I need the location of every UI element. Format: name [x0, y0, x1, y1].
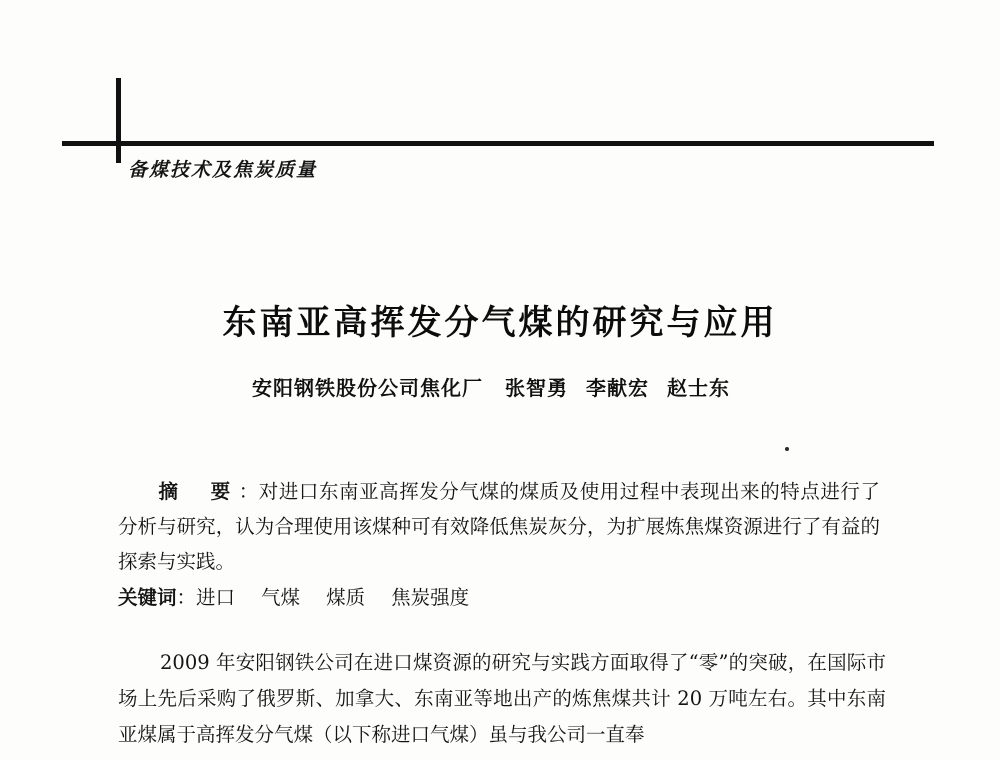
abstract-section — [118, 474, 880, 579]
body-paragraph-1: 2009 年安阳钢铁公司在进口煤资源的研究与实践方面取得了“零”的突破，在国际市场上先后采购了俄罗斯、加拿大、东南亚等地出产的炼焦煤共计 20 万吨左右。其中东南亚煤属于高挥发分气煤（以下称进口气煤）虽与我公司一直奉 — [118, 651, 886, 746]
byline-author-1: 张智勇 — [505, 376, 568, 400]
byline-author-2: 李献宏 — [586, 376, 649, 400]
running-head: 备煤技术及焦炭质量 — [128, 159, 318, 181]
abstract-text: 对进口东南亚高挥发分气煤的煤质及使用过程中表现出来的特点进行了分析与研究，认为合理使用该煤种可有效降低焦炭灰分，为扩展炼焦煤资源进行了有益的探索与实践。 — [118, 480, 880, 573]
keyword-3: 煤质 — [326, 586, 366, 609]
page-title: 东南亚高挥发分气煤的研究与应用 — [222, 302, 778, 343]
abstract-separator: ： — [238, 480, 259, 503]
body-text — [118, 645, 886, 753]
keyword-4: 焦炭强度 — [391, 586, 470, 609]
byline — [0, 372, 1000, 401]
keywords-section — [118, 580, 880, 615]
abstract-label: 摘 要 — [158, 480, 237, 503]
keyword-2: 气煤 — [261, 586, 301, 609]
keywords-label: 关键词 — [118, 586, 177, 609]
keywords-separator: ： — [176, 586, 197, 609]
keyword-1: 进口 — [196, 586, 236, 609]
byline-author-3: 赵士东 — [667, 376, 730, 400]
header-cross-mark — [116, 78, 121, 163]
byline-affiliation: 安阳钢铁股份公司焦化厂 — [252, 376, 483, 400]
stray-ink-dot — [785, 447, 789, 451]
header-rule-divider — [62, 141, 934, 146]
